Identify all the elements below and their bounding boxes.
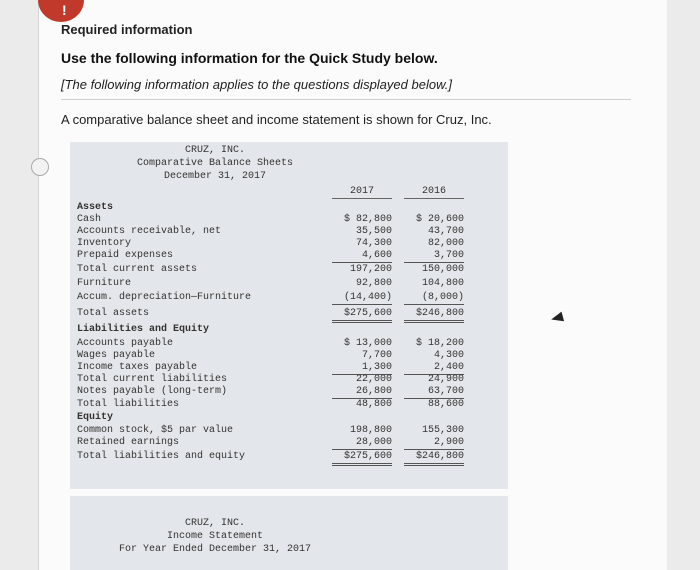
value-2016: 82,000 (427, 238, 464, 249)
balance-company: CRUZ, INC. (184, 145, 245, 156)
value-2017: 28,000 (332, 437, 392, 450)
row-label: Accounts receivable, net (77, 226, 222, 237)
divider (61, 99, 631, 100)
col-header-2016: 2016 (404, 186, 464, 199)
row-label: Assets (77, 202, 114, 213)
balance-title: Comparative Balance Sheets (136, 158, 294, 169)
value-2016: (8,000) (404, 292, 464, 305)
value-2017: 198,800 (349, 425, 392, 436)
value-2016: 63,700 (404, 386, 464, 399)
row-label: Accounts payable (77, 338, 174, 349)
balance-sheet-image (70, 142, 508, 489)
row-label: Total current assets (77, 264, 198, 275)
value-2017: 92,800 (355, 278, 392, 289)
value-2016: 88,600 (427, 399, 464, 410)
value-2016: 155,300 (421, 425, 464, 436)
scroll-handle[interactable] (31, 158, 49, 176)
row-label: Equity (77, 412, 114, 423)
value-2017: $ 82,800 (343, 214, 392, 225)
row-label: Total liabilities and equity (77, 451, 246, 462)
value-2017: $275,600 (332, 451, 392, 466)
value-2017: $275,600 (332, 308, 392, 323)
value-2017: 74,300 (355, 238, 392, 249)
income-period: For Year Ended December 31, 2017 (118, 544, 312, 555)
row-label: Prepaid expenses (77, 250, 174, 261)
value-2016: $246,800 (404, 451, 464, 466)
income-title: Income Statement (166, 531, 263, 542)
row-label: Retained earnings (77, 437, 180, 448)
value-2017: 1,300 (332, 362, 392, 375)
value-2017: 26,800 (332, 386, 392, 399)
row-label: Common stock, $5 par value (77, 425, 234, 436)
row-label: Furniture (77, 278, 132, 289)
income-statement-image (70, 496, 508, 570)
row-label: Total liabilities (77, 399, 180, 410)
row-label: Notes payable (long-term) (77, 386, 228, 397)
value-2016: 24,900 (427, 374, 464, 385)
required-info-heading: Required information (61, 22, 193, 37)
value-2017: 22,000 (355, 374, 392, 385)
value-2017: 4,600 (332, 250, 392, 263)
value-2016: 104,800 (421, 278, 464, 289)
value-2016: $ 18,200 (415, 338, 464, 349)
row-label: Total assets (77, 308, 150, 319)
applies-note: [The following information applies to the questions displayed below.] (61, 77, 452, 92)
value-2017: (14,400) (332, 292, 392, 305)
row-label: Wages payable (77, 350, 156, 361)
balance-date: December 31, 2017 (163, 171, 267, 182)
intro-text: A comparative balance sheet and income statement is shown for Cruz, Inc. (61, 112, 492, 127)
value-2017: $ 13,000 (343, 338, 392, 349)
value-2017: 48,800 (355, 399, 392, 410)
value-2016: $246,800 (404, 308, 464, 323)
quick-study-instruction: Use the following information for the Quick Study below. (61, 50, 438, 66)
value-2016: 150,000 (421, 264, 464, 275)
col-header-2017: 2017 (332, 186, 392, 199)
cursor-pointer-icon (550, 312, 564, 325)
row-label: Total current liabilities (77, 374, 228, 385)
question-card (38, 0, 667, 570)
value-2017: 35,500 (355, 226, 392, 237)
value-2016: $ 20,600 (415, 214, 464, 225)
value-2016: 2,900 (404, 437, 464, 450)
row-label: Liabilities and Equity (77, 324, 210, 335)
row-label: Inventory (77, 238, 132, 249)
value-2016: 2,400 (404, 362, 464, 375)
alert-icon: ! (62, 2, 67, 18)
value-2016: 3,700 (404, 250, 464, 263)
income-company: CRUZ, INC. (184, 518, 245, 529)
value-2016: 43,700 (427, 226, 464, 237)
value-2016: 4,300 (433, 350, 464, 361)
row-label: Accum. depreciation—Furniture (77, 292, 252, 303)
value-2017: 7,700 (361, 350, 392, 361)
row-label: Income taxes payable (77, 362, 198, 373)
alert-badge (38, 0, 84, 22)
value-2017: 197,200 (349, 264, 392, 275)
row-label: Cash (77, 214, 102, 225)
